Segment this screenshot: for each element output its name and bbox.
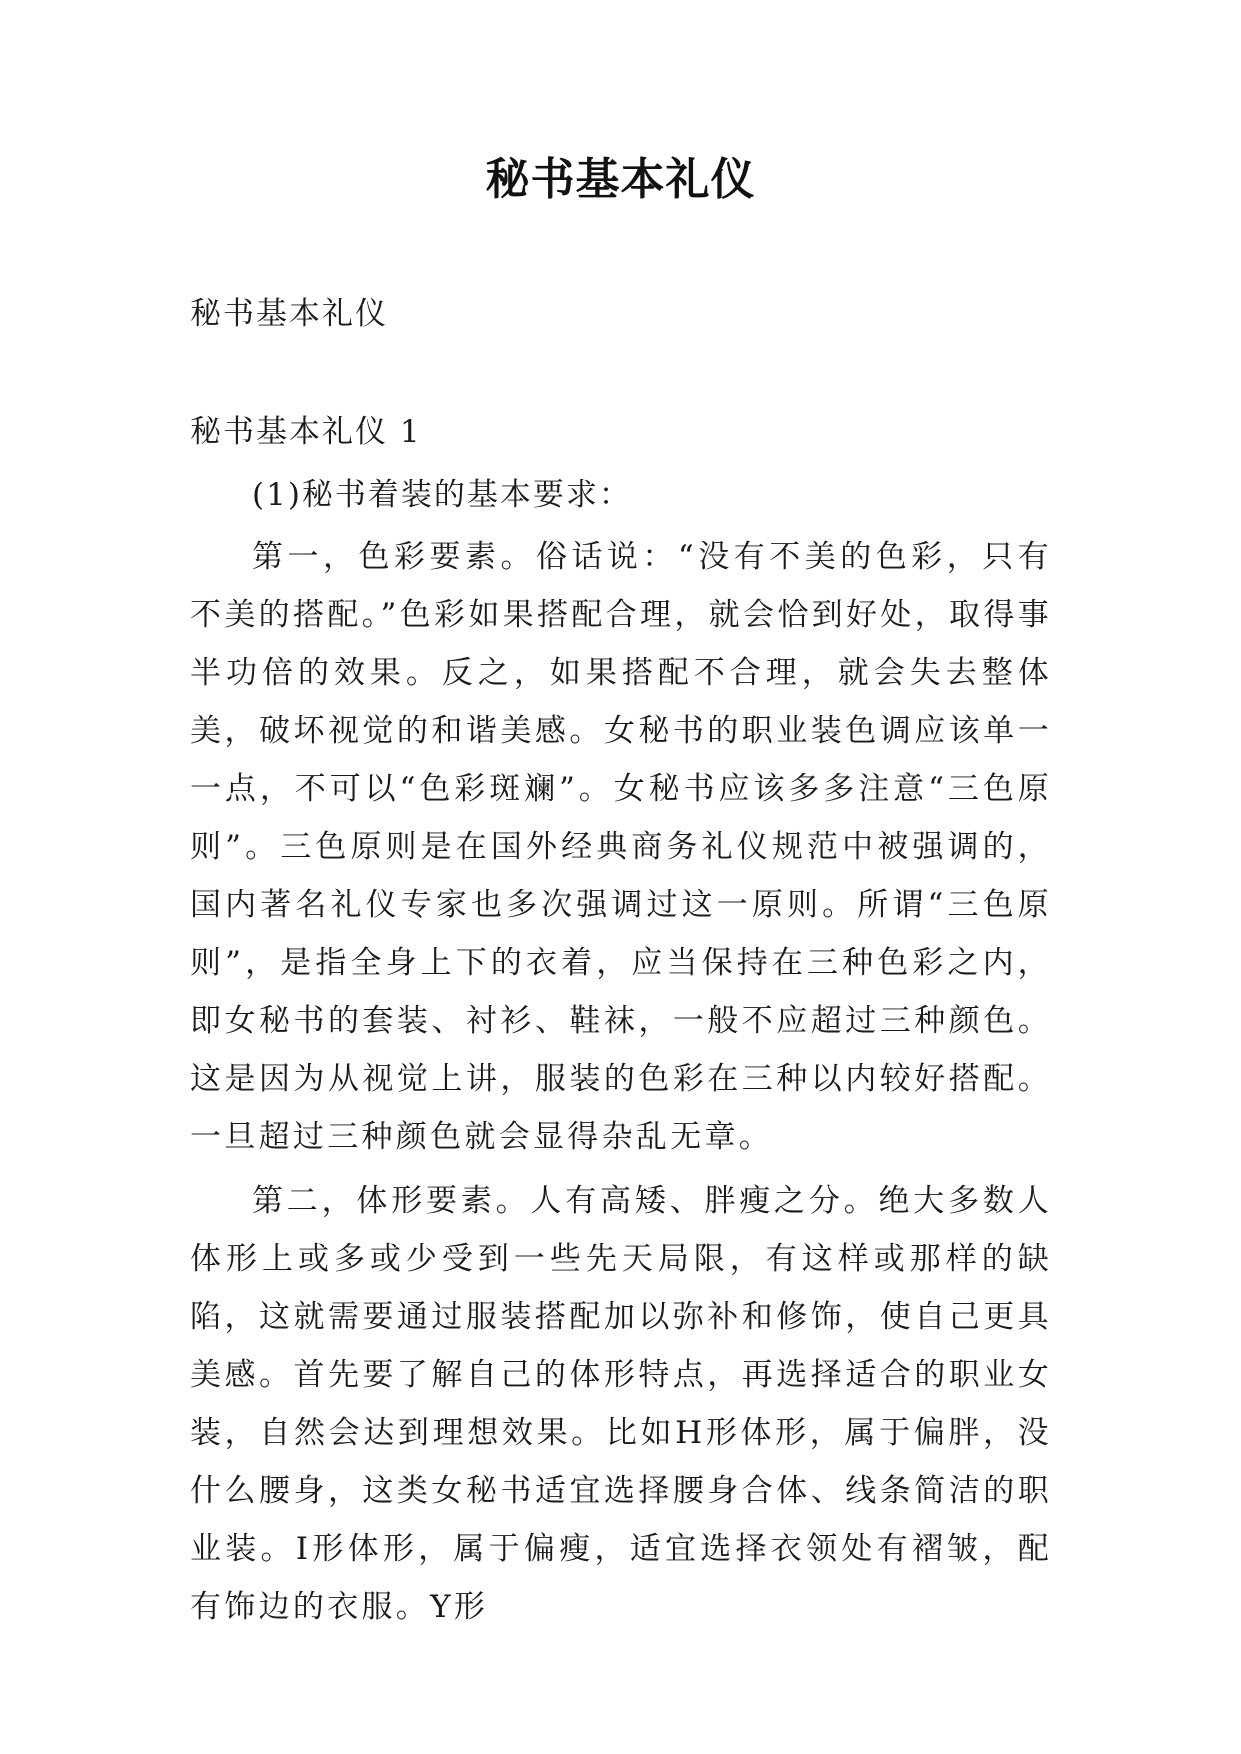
document-title: 秘书基本礼仪 bbox=[485, 154, 756, 205]
paragraph-body-shape-element: 第二，体形要素。人有高矮、胖瘦之分。绝大多数人体形上或多或少受到一些先天局限，有这样或那样的缺陷，这就需要通过服装搭配加以弥补和修饰，使自己更具美感。首先要了解自己的体形特点，再选择适合的职业女装，自然会达到理想效果。比如H形体形，属于偏胖，没什么腰身，这类女秘书适宜选择腰身合体、线条简洁的职业装。I形体形，属于偏瘦，适宜选择衣领处有褶皱，配有饰边的衣服。Y形 bbox=[190, 1183, 1052, 1625]
section-heading: 秘书基本礼仪 1 bbox=[190, 414, 422, 450]
paragraph-color-element: 第一，色彩要素。俗话说：“没有不美的色彩，只有不美的搭配。”色彩如果搭配合理，就会恰到好处，取得事半功倍的效果。反之，如果搭配不合理，就会失去整体美，破坏视觉的和谐美感。女秘书的职业装色调应该单一一点，不可以“色彩斑斓”。女秘书应该多多注意“三色原则”。三色原则是在国外经典商务礼仪规范中被强调的，国内著名礼仪专家也多次强调过这一原则。所谓“三色原则”，是指全身上下的衣着，应当保持在三种色彩之内，即女秘书的套装、衬衫、鞋袜，一般不应超过三种颜色。这是因为从视觉上讲，服装的色彩在三种以内较好搭配。一旦超过三种颜色就会显得杂乱无章。 bbox=[190, 539, 1052, 1155]
paragraph-dress-requirements: (1)秘书着装的基本要求： bbox=[252, 477, 632, 513]
document-subtitle: 秘书基本礼仪 bbox=[190, 296, 388, 332]
document-body bbox=[190, 466, 1052, 1642]
